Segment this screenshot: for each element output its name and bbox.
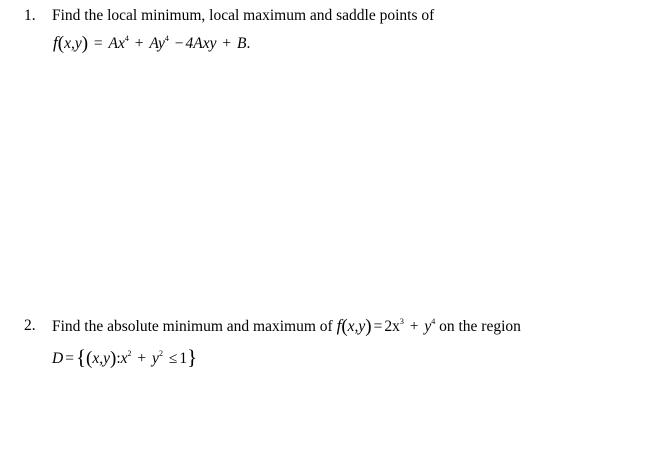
term-ax: Ax [108,35,125,52]
exp-ay: 4 [164,34,169,43]
minus-sign: − [174,35,184,52]
function-args: x,y [64,35,82,52]
equals-sign: = [373,318,383,335]
term-b: B [237,35,247,52]
term-2x: 2x [384,318,400,335]
problem-2-formula: $f(x,y) = 2x^3 + y^4$ [336,316,436,337]
leq-sign: ≤ [168,350,178,367]
plus-sign: + [137,350,147,367]
plus-sign: + [134,35,144,52]
term-ay: Ay [149,35,165,52]
region-pair: x,y [92,350,111,367]
period: . [246,35,251,52]
plus-sign-2: + [222,35,232,52]
function-symbol: f [336,316,342,335]
term-y: y [152,350,159,367]
problem-2-text-before: Find the absolute minimum and maximum of [52,318,333,335]
term-4axy: 4Axy [185,35,217,52]
equals-sign: = [65,350,74,367]
colon: : [116,350,121,367]
bound-value: 1 [179,350,188,367]
region-name: D [52,350,64,367]
problem-1-number: 1. [24,7,36,24]
problem-1-formula: f(x,y) = Ax$^4$ + Ay$^4$ − 4Axy + B. [53,33,251,54]
problem-2-text-after: on the region [439,318,521,335]
region-definition: $D =\{(x,y):x^2 + y^2 \le 1\}$ [52,345,198,369]
term-y: y [424,318,432,335]
function-symbol: f [53,33,58,52]
exp-y: 2 [158,349,163,358]
exp-2x: 3 [399,317,404,326]
problem-1-text: Find the local minimum, local maximum and saddle points of [52,7,435,24]
term-x: x [120,350,128,367]
problem-2-number: 2. [24,317,36,334]
exp-x: 2 [127,349,132,358]
exp-y: 4 [431,317,436,326]
equals-sign: = [93,35,103,52]
plus-sign: + [409,318,419,335]
exp-ax: 4 [124,34,129,43]
function-args: x,y [347,318,366,335]
